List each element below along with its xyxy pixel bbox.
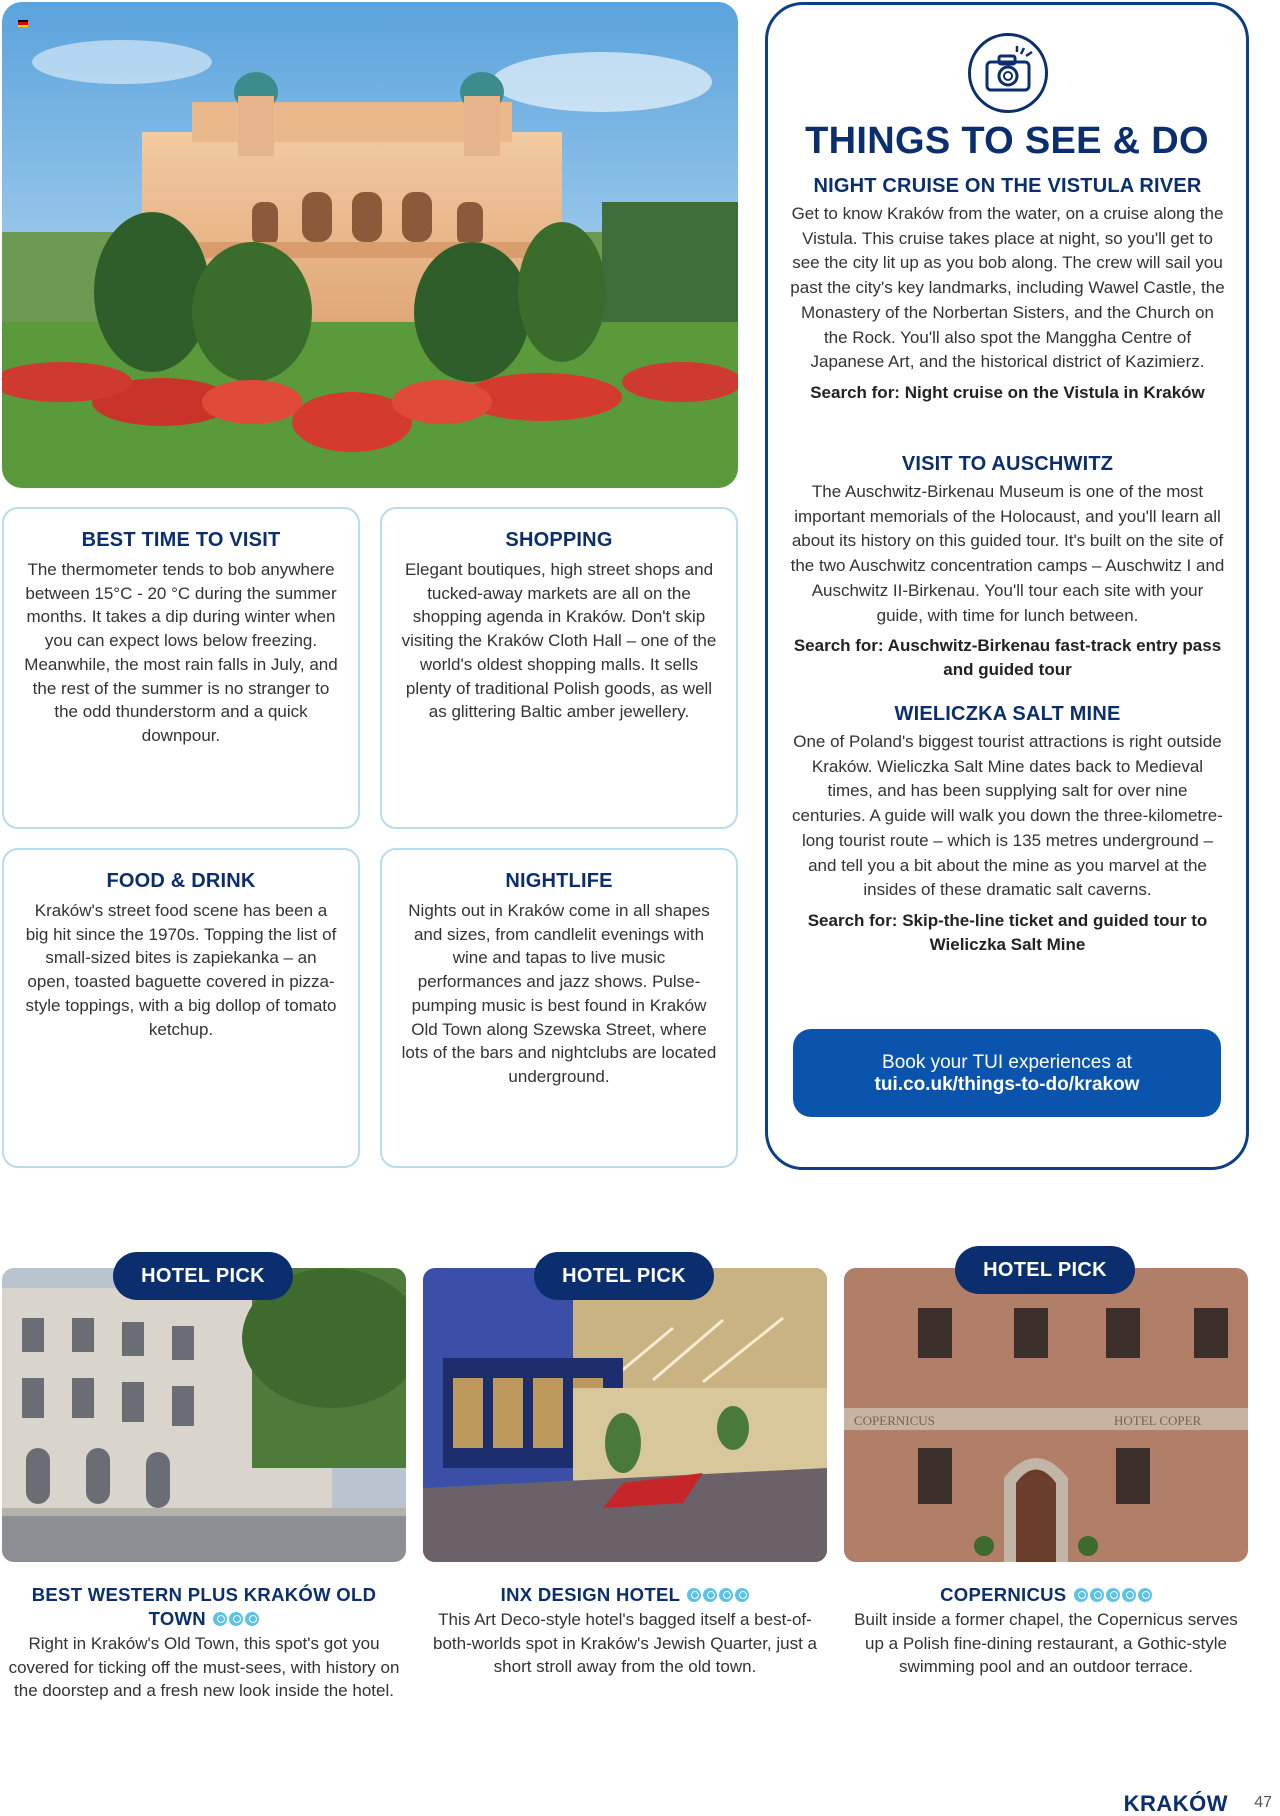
book-experiences-button[interactable] [793,1029,1221,1117]
salt-mine-text: One of Poland's biggest tourist attractions is right outside Kraków. Wieliczka Salt Mine dates back to Medieval times, and has been supplying salt for over nine centuries. A guide will walk you down the three-kilometre-long tourist route – which is 135 metres underground – and tell you a bit about the mine as you marvel at the insides of these dramatic salt caverns. [792,732,1223,900]
copernicus-sign-left: COPERNICUS [854,1413,935,1428]
rating-circle-icon [687,1588,701,1602]
hotel-description: Right in Kraków's Old Town, this spot's got you covered for ticking off the must-sees, with history on the doorstep and a fresh new look inside the hotel. [8,1634,400,1701]
hotel-photo-inx [423,1268,827,1562]
rating-circle-icon [245,1612,259,1626]
hotel-name-text: COPERNICUS [940,1584,1067,1605]
auschwitz-search: Search for: Auschwitz-Birkenau fast-track entry pass and guided tour [793,636,1222,679]
hotel-name-text: INX DESIGN HOTEL [500,1584,680,1605]
shopping-box [380,507,738,829]
food-drink-heading: FOOD & DRINK [106,870,256,892]
nightlife-box [380,848,738,1168]
rating-circle-icon [213,1612,227,1626]
salt-mine-section [790,703,1225,956]
footer-city: KRAKÓW [1123,1791,1228,1816]
things-to-see-title: THINGS TO SEE & DO [805,120,1209,162]
auschwitz-text: The Auschwitz-Birkenau Museum is one of the most important memorials of the Holocaust, and you'll learn all about its history on this guided tour. It's built on the site of the two Auschwitz concentration camps – Auschwitz I and Auschwitz II-Birkenau. You'll tour each site with your guide, with time for lunch between. [790,482,1225,625]
night-cruise-text: Get to know Kraków from the water, on a cruise along the Vistula. This cruise takes place at night, so you'll get to see the city lit up as you bob along. The crew will sail you past the city's key landmarks, including Wawel Castle, the Monastery of the Norbertan Sisters, and the Church on the Rock. You'll also spot the Manggha Centre of Japanese Art, and the historical district of Kazimierz. [790,204,1225,372]
auschwitz-section [790,453,1225,682]
hotel-photo-best-western [2,1268,406,1562]
hotel-description: Built inside a former chapel, the Copernicus serves up a Polish fine-dining restaurant, a Gothic-style swimming pool and an outdoor terrace. [854,1610,1238,1677]
salt-mine-heading: WIELICZKA SALT MINE [894,703,1121,725]
rating-circle-icon [229,1612,243,1626]
nightlife-text: Nights out in Kraków come in all shapes and sizes, from candlelit evenings with wine and tapas to live music performances and jazz shows. Pulse-pumping music is best found in Kraków Old Town along Szewska Street, where lots of the bars and nightclubs are located underground. [401,901,717,1086]
salt-mine-search: Search for: Skip-the-line ticket and guided tour to Wieliczka Salt Mine [807,910,1208,954]
hotel-inx-design [423,1583,827,1679]
rating-icon [1072,1584,1152,1608]
rating-icon [685,1584,749,1608]
things-to-see-panel [765,2,1249,1170]
hero-photo-theatre [2,2,738,488]
hotel-name[interactable] [2,1583,406,1632]
food-drink-box [2,848,360,1168]
food-drink-text: Kraków's street food scene has been a big hit since the 1970s. Topping the list of small-sized bites is zapiekanka – an open, toasted baguette covered in pizza-style toppings, with a big dollop of tomato ketchup. [25,901,337,1039]
hotel-name-text: BEST WESTERN PLUS KRAKÓW OLD TOWN [31,1584,377,1629]
hotel-name[interactable] [423,1583,827,1608]
auschwitz-heading: VISIT TO AUSCHWITZ [901,453,1114,475]
rating-circle-icon [1138,1588,1152,1602]
best-time-heading: BEST TIME TO VISIT [81,529,281,551]
book-line-1: Book your TUI experiences at [882,1052,1132,1073]
hotel-pick-badge: HOTEL PICK [955,1246,1135,1294]
hotel-copernicus [844,1583,1248,1679]
hotel-best-western [2,1583,406,1703]
rating-circle-icon [735,1588,749,1602]
hotel-pick-badge: HOTEL PICK [534,1252,714,1300]
rating-circle-icon [1106,1588,1120,1602]
rating-circle-icon [703,1588,717,1602]
best-time-text: The thermometer tends to bob anywhere between 15°C - 20 °C during the summer months. It takes a dip during winter when you can expect lows below freezing. Meanwhile, the most rain falls in July, and the rest of the summer is no stranger to the odd thunderstorm and a quick downpour. [24,560,338,745]
nightlife-heading: NIGHTLIFE [505,870,613,892]
camera-icon [968,33,1048,113]
rating-circle-icon [1074,1588,1088,1602]
rating-icon [211,1608,259,1632]
hotel-photo-copernicus [844,1268,1248,1562]
shopping-text: Elegant boutiques, high street shops and tucked-away markets are all on the shopping agenda in Kraków. Don't skip visiting the Kraków Cloth Hall – one of the world's oldest shopping malls. It sells plenty of traditional Polish goods, as well as glittering Baltic amber jewellery. [401,560,717,722]
night-cruise-heading: NIGHT CRUISE ON THE VISTULA RIVER [813,175,1202,197]
hotel-description: This Art Deco-style hotel's bagged itself a best-of-both-worlds spot in Kraków's Jewish Quarter, just a short stroll away from the old town. [432,1610,818,1677]
shopping-heading: SHOPPING [505,529,613,551]
page-number: 47 [1254,1794,1272,1811]
rating-circle-icon [719,1588,733,1602]
best-time-box [2,507,360,829]
flag-icon [18,20,28,27]
copernicus-sign-right: HOTEL COPER [1114,1413,1202,1428]
rating-circle-icon [1090,1588,1104,1602]
rating-circle-icon [1122,1588,1136,1602]
night-cruise-search: Search for: Night cruise on the Vistula in Kraków [810,382,1205,402]
hotel-pick-badge: HOTEL PICK [113,1252,293,1300]
night-cruise-section [790,175,1225,405]
hotel-name[interactable] [844,1583,1248,1608]
book-link[interactable]: tui.co.uk/things-to-do/krakow [874,1074,1140,1095]
